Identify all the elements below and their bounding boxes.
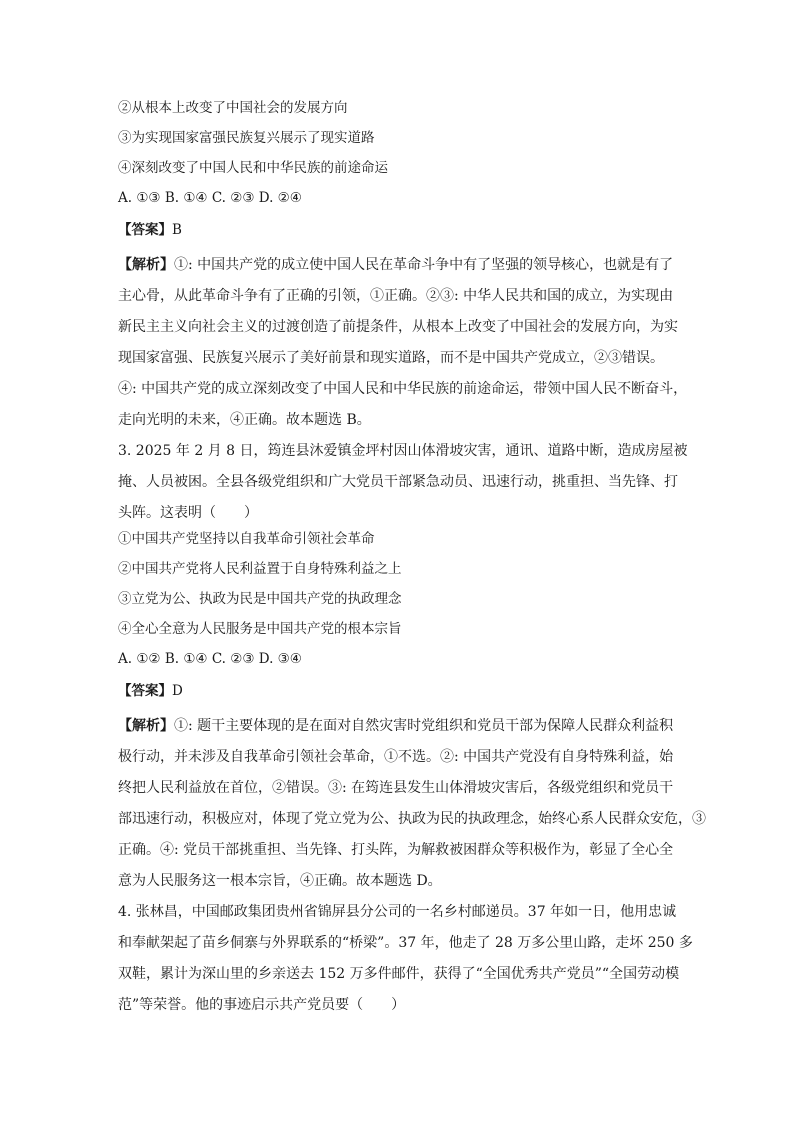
q3-analysis-line-2: 极行动，并未涉及自我革命引领社会革命，①不选。②: 中国共产党没有自身特殊利益，始 [118, 749, 674, 765]
q3-stem-line-2: 掩、人员被困。全县各级党组织和广大党员干部紧急动员、迅速行动，挑重担、当先锋、打 [118, 474, 678, 490]
q2-answer-tag: 【答案】 [118, 222, 172, 238]
question-2 [118, 98, 688, 436]
q4-stem-line-4: 范”等荣誉。他的事迹启示共产党员要（ ） [118, 997, 406, 1013]
question-4 [118, 897, 693, 1021]
q3-analysis [118, 711, 706, 897]
q3-option-1: ①中国共产党坚持以自我革命引领社会革命 [118, 531, 375, 547]
q2-analysis-line-3: 新民主主义向社会主义的过渡创造了前提条件，从根本上改变了中国社会的发展方向，为实 [118, 319, 678, 335]
q3-analysis-line-6: 意为人民服务这一根本宗旨，④正确。故本题选 D。 [118, 873, 442, 889]
document-page [118, 98, 706, 1021]
q2-analysis-line-4: 现国家富强、民族复兴展示了美好前景和现实道路，而不是中国共产党成立，②③错误。 [118, 350, 664, 366]
q3-option-3: ③立党为公、执政为民是中国共产党的执政理念 [118, 591, 402, 607]
q2-analysis-line-1: ①: 中国共产党的成立使中国人民在革命斗争中有了坚强的领导核心，也就是有了 [174, 257, 674, 273]
q3-analysis-tag: 【解析】 [118, 718, 174, 734]
q2-answer [118, 220, 678, 250]
q4-stem-line-2: 和奉献架起了苗乡侗寨与外界联系的“桥梁”。37 年，他走了 28 万多公里山路，走坏 250 多 [118, 935, 693, 951]
question-3 [118, 436, 706, 897]
q3-stem-line-3: 头阵。这表明（ ） [118, 505, 258, 521]
q3-choices: A. ①② B. ①④ C. ②③ D. ③④ [118, 651, 302, 667]
q2-choices: A. ①③ B. ①④ C. ②③ D. ②④ [118, 190, 302, 206]
q3-stem-line-1: 3. 2025 年 2 月 8 日，筠连县沐爱镇金坪村因山体滑坡灾害，通讯、道路中断，造成房屋被 [118, 443, 688, 459]
q3-answer-value: D [172, 683, 183, 699]
q3-answer [118, 681, 678, 711]
q3-answer-tag: 【答案】 [118, 683, 172, 699]
q3-analysis-line-4: 部迅速行动，积极应对，体现了党立党为公、执政为民的执政理念，始终心系人民群众安危，③ [118, 811, 706, 827]
q2-analysis-tag: 【解析】 [118, 257, 174, 273]
q4-stem [118, 897, 693, 1021]
q2-analysis-line-6: 走向光明的未来，④正确。故本题选 B。 [118, 412, 371, 428]
q2-analysis [118, 250, 688, 436]
q3-analysis-line-5: 正确。④: 党员干部挑重担、当先锋、打头阵，为解救被困群众等积极作为，彰显了全心全 [118, 842, 674, 858]
q2-answer-value: B [172, 222, 182, 238]
q2-option-3: ③为实现国家富强民族复兴展示了现实道路 [118, 130, 375, 146]
q2-option-4: ④深刻改变了中国人民和中华民族的前途命运 [118, 160, 388, 176]
q3-analysis-line-3: 终把人民利益放在首位，②错误。③: 在筠连县发生山体滑坡灾害后，各级党组织和党员干 [118, 780, 674, 796]
q3-option-2: ②中国共产党将人民利益置于自身特殊利益之上 [118, 561, 402, 577]
q3-analysis-line-1: ①: 题干主要体现的是在面对自然灾害时党组织和党员干部为保障人民群众利益积 [174, 718, 674, 734]
q3-stem [118, 436, 688, 529]
q3-option-4: ④全心全意为人民服务是中国共产党的根本宗旨 [118, 621, 402, 637]
q2-analysis-line-2: 主心骨，从此革命斗争有了正确的引领，①正确。②③: 中华人民共和国的成立，为实现由 [118, 288, 674, 304]
q4-stem-line-1: 4. 张林昌，中国邮政集团贵州省锦屏县分公司的一名乡村邮递员。37 年如一日，他用忠诚 [118, 904, 677, 920]
q4-stem-line-3: 双鞋，累计为深山里的乡亲送去 152 万多件邮件，获得了“全国优秀共产党员”“全国劳动模 [118, 966, 680, 982]
q2-option-2: ②从根本上改变了中国社会的发展方向 [118, 100, 348, 116]
q2-analysis-line-5: ④: 中国共产党的成立深刻改变了中国人民和中华民族的前途命运，带领中国人民不断奋斗， [118, 381, 688, 397]
